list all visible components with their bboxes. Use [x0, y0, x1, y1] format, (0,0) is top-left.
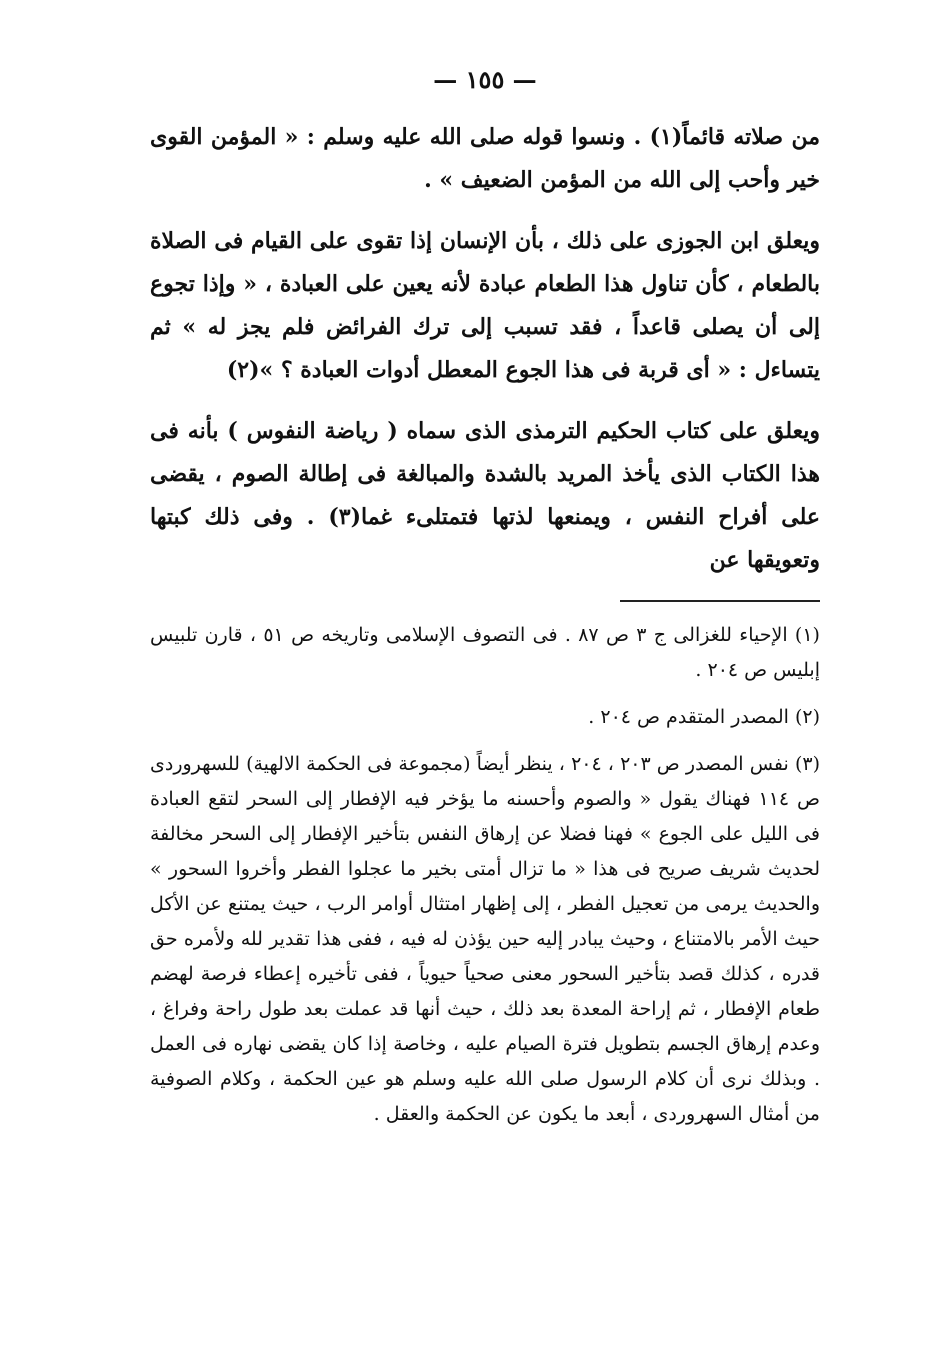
footnote-separator — [620, 600, 820, 602]
footnote: (١) الإحياء للغزالى ج ٣ ص ٨٧ . فى التصوف الإسلامى وتاريخه ص ٥١ ، قارن تلبيس إبليس ص ٢٠٤ . — [150, 624, 820, 681]
footnote: (٢) المصدر المتقدم ص ٢٠٤ . — [588, 706, 820, 728]
page-number: — ١٥٥ — — [433, 65, 537, 94]
main-text — [150, 116, 820, 582]
footnote: (٣) نفس المصدر ص ٢٠٣ ، ٢٠٤ ، ينظر أيضاً (مجموعة فى الحكمة الالهية) للسهروردى ص ١١٤ فهناك يقول « والصوم وأحسنه ما يؤخر فيه الإفطار إلى السحر لتقع العبادة فى الليل على الجوع » فهنا فضلا عن إرهاق النفس بتأخير الإفطار إلى السحر مخالفة لحديث شريف صريح فى هذا « ما تزال أمتى بخير ما عجلوا الفطر وأخروا السحور » والحديث يرمى من تعجيل الفطر ، إلى إظهار امتثال أوامر الرب ، حيث يمتنع عن الأكل حيث الأمر بالامتناع ، وحيث يبادر إليه حين يؤذن له فيه ، ففى هذا تقدير لله ولأمره حق قدره ، كذلك قصد بتأخير السحور معنى صحياً حيوياً ، ففى تأخيره إعطاء فرصة لهضم طعام الإفطار ، ثم إراحة المعدة بعد ذلك ، حيث أنها قد عملت بعد طول راحة وفراغ ، وعدم إرهاق الجسم بتطويل فترة الصيام عليه ، وخاصة إذا كان يقضى نهاره فى العمل . وبذلك نرى أن كلام الرسول صلى الله عليه وسلم هو عين الحكمة ، وكلام الصوفية من أمثال السهروردى ، أبعد ما يكون عن الحكمة والعقل . — [150, 753, 821, 1125]
paragraph: ويعلق ابن الجوزى على ذلك ، بأن الإنسان إذا تقوى على القيام فى الصلاة بالطعام ، كأن تناول هذا الطعام عبادة لأنه يعين على العبادة ، « وإذا تجوع إلى أن يصلى قاعداً ، فقد تسبب إلى ترك الفرائض فلم يجز له » ثم يتساءل : « أى قربة فى هذا الجوع المعطل أدوات العبادة ؟ »(٢) — [150, 228, 820, 383]
paragraph: ويعلق على كتاب الحكيم الترمذى الذى سماه ( رياضة النفوس ) بأنه فى هذا الكتاب الذى يأخذ المريد بالشدة والمبالغة فى إطالة الصوم ، يقضى على أفراح النفس ، ويمنعها لذتها فتمتلىء غما(٣) . وفى ذلك كبتها وتعويقها عن — [150, 418, 820, 573]
footnotes — [150, 618, 820, 1132]
paragraph: من صلاته قائماً(١) . ونسوا قوله صلى الله عليه وسلم : « المؤمن القوى خير وأحب إلى الله من المؤمن الضعيف » . — [150, 124, 820, 193]
